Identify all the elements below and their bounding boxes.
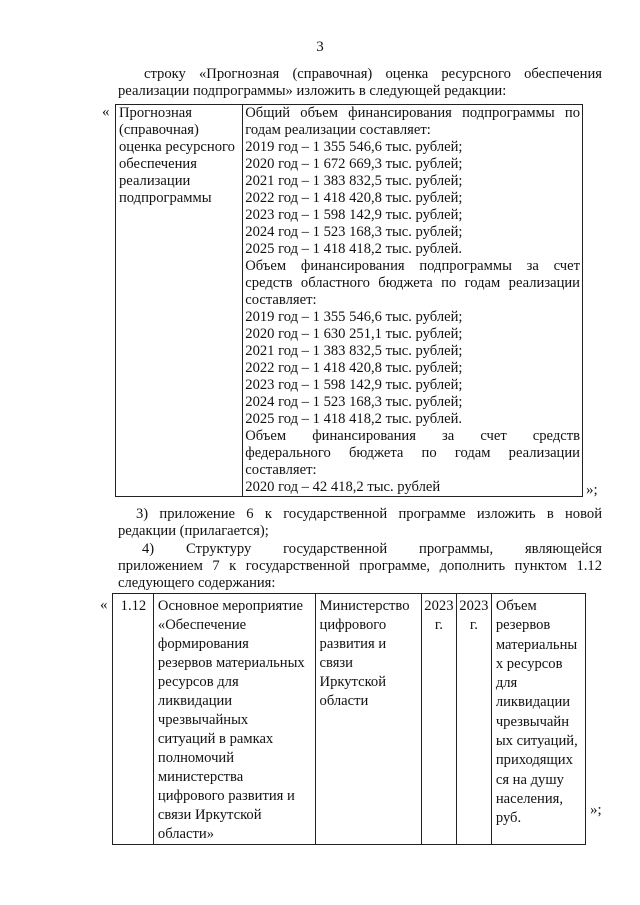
total-year-line: 2024 год – 1 523 168,3 тыс. рублей;	[245, 224, 463, 240]
start-year-cell	[421, 594, 456, 845]
total-year-line: 2019 год – 1 355 546,6 тыс. рублей;	[245, 139, 463, 155]
regional-year-line: 2023 год – 1 598 142,9 тыс. рублей;	[245, 377, 463, 393]
regional-year-line: 2024 год – 1 523 168,3 тыс. рублей;	[245, 394, 463, 410]
table2-close-quote: »;	[590, 802, 602, 818]
indicator-line: резервов	[495, 617, 551, 634]
org-line: связи	[319, 655, 353, 671]
org-line: Иркутской	[319, 674, 387, 690]
regional-year-line: 2020 год – 1 630 251,1 тыс. рублей;	[245, 326, 463, 342]
indicator-line: ся на душу	[495, 771, 564, 788]
item-number-cell	[113, 594, 154, 845]
item-4-line-2: приложением 7 к государственной программе, дополнить пунктом 1.12	[118, 558, 602, 574]
total-heading-line: годам реализации составляет:	[245, 122, 431, 138]
indicator-line: чрезвычайн	[495, 713, 570, 730]
funding-label-cell	[116, 105, 243, 497]
event-line: Основное мероприятие	[157, 598, 303, 614]
label-line: реализации	[119, 173, 191, 189]
total-year-line: 2023 год – 1 598 142,9 тыс. рублей;	[245, 207, 463, 223]
org-line: цифрового	[319, 617, 387, 633]
indicator-line: ых ситуаций,	[495, 733, 578, 750]
org-line: области	[319, 693, 369, 709]
regional-year-line: 2021 год – 1 383 832,5 тыс. рублей;	[245, 343, 463, 359]
intro-line-1: строку «Прогнозная (справочная) оценка ресурсного обеспечения	[144, 66, 602, 82]
table-row	[113, 594, 586, 845]
responsible-org-cell	[315, 594, 421, 845]
event-line: ликвидации	[157, 693, 233, 709]
item-3-line-2: редакции (прилагается);	[118, 523, 269, 539]
event-line: резервов материальных	[157, 655, 305, 671]
page-number: 3	[316, 39, 324, 55]
regional-year-line: 2025 год – 1 418 418,2 тыс. рублей.	[245, 411, 463, 427]
table1-open-quote: «	[102, 104, 110, 120]
federal-heading-line: федерального бюджета по годам реализации	[245, 445, 580, 461]
federal-heading-line: Объем финансирования за счет средств	[245, 428, 580, 444]
regional-year-line: 2022 год – 1 418 420,8 тыс. рублей;	[245, 360, 463, 376]
event-line: «Обеспечение	[157, 617, 247, 633]
regional-heading-line: Объем финансирования подпрограммы за счет	[245, 258, 580, 274]
item-number: 1.12	[120, 598, 147, 614]
indicator-line: населения,	[495, 790, 564, 807]
indicator-line: для	[495, 675, 518, 692]
event-line: области»	[157, 826, 214, 842]
regional-heading-line: составляет:	[245, 292, 317, 308]
indicator-line: ликвидации	[495, 694, 571, 711]
federal-year-line: 2020 год – 42 418,2 тыс. рублей	[245, 479, 441, 495]
total-year-line: 2020 год – 1 672 669,3 тыс. рублей;	[245, 156, 463, 172]
event-line: ситуаций в рамках	[157, 731, 274, 747]
item-4-line-3: следующего содержания:	[118, 575, 276, 591]
org-line: развития и	[319, 636, 387, 652]
indicator-line: Объем	[495, 598, 537, 614]
event-line: полномочий	[157, 750, 235, 766]
label-line: Прогнозная	[119, 105, 192, 121]
end-year: 2023	[459, 598, 489, 614]
total-year-line: 2022 год – 1 418 420,8 тыс. рублей;	[245, 190, 463, 206]
regional-year-line: 2019 год – 1 355 546,6 тыс. рублей;	[245, 309, 463, 325]
federal-heading-line: составляет:	[245, 462, 317, 478]
table1-close-quote: »;	[586, 482, 598, 498]
indicator-line: руб.	[495, 810, 522, 827]
structure-table	[112, 593, 586, 845]
item-3-line-1: 3) приложение 6 к государственной программе изложить в новой	[136, 506, 602, 522]
event-line: министерства	[157, 769, 244, 785]
item-4-line-1-text: 4) Структуру государственной программы, являющейся	[142, 541, 602, 557]
event-line: чрезвычайных	[157, 712, 249, 728]
funding-table	[115, 104, 583, 497]
org-line: Министерство	[319, 598, 410, 614]
indicator-cell	[491, 594, 585, 845]
label-line: обеспечения	[119, 156, 197, 172]
total-year-line: 2025 год – 1 418 418,2 тыс. рублей.	[245, 241, 463, 257]
event-line: формирования	[157, 636, 249, 652]
item-4-paragraph	[118, 541, 602, 592]
regional-heading-line: средств областного бюджета по годам реализации	[245, 275, 580, 291]
label-line: (справочная)	[119, 122, 199, 138]
event-cell	[153, 594, 315, 845]
item-4-line-1	[118, 541, 602, 558]
indicator-line: х ресурсов	[495, 655, 563, 672]
intro-paragraph	[118, 66, 602, 100]
item-3-paragraph	[118, 506, 602, 540]
funding-values-cell	[243, 105, 583, 497]
event-line: ресурсов для	[157, 674, 239, 690]
event-line: цифрового развития и	[157, 788, 295, 804]
label-line: подпрограммы	[119, 190, 212, 206]
label-line: оценка ресурсного	[119, 139, 235, 155]
end-year-suffix: г.	[469, 617, 478, 633]
indicator-line: приходящих	[495, 752, 573, 769]
table2-open-quote: «	[100, 597, 108, 613]
indicator-line: материальны	[495, 636, 578, 653]
start-year-suffix: г.	[434, 617, 443, 633]
total-heading-line: Общий объем финансирования подпрограммы по	[245, 105, 580, 121]
funding-table-row	[116, 105, 583, 497]
start-year: 2023	[424, 598, 454, 614]
end-year-cell	[456, 594, 491, 845]
intro-line-2: реализации подпрограммы» изложить в следующей редакции:	[118, 83, 507, 99]
event-line: связи Иркутской	[157, 807, 262, 823]
total-year-line: 2021 год – 1 383 832,5 тыс. рублей;	[245, 173, 463, 189]
